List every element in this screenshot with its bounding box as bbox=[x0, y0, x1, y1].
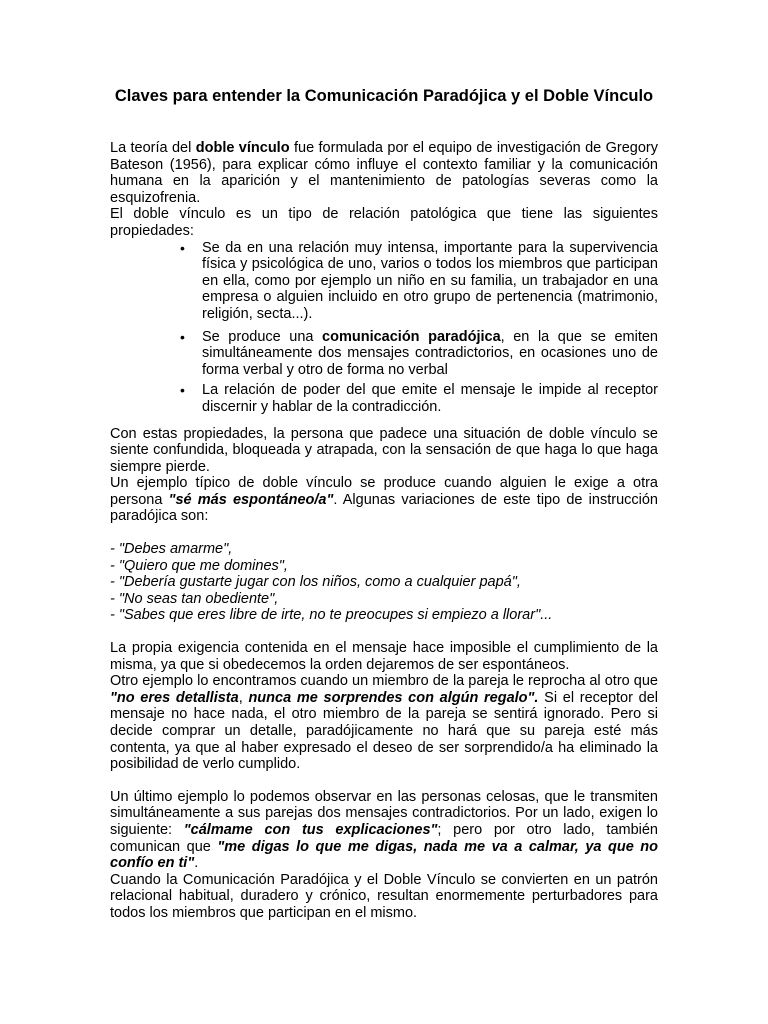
example-item: - "Debería gustarte jugar con los niños, como a cualquier papá", bbox=[110, 574, 521, 591]
text: fue formulada por el equipo de investigación de Gregory Bateson (1956), para explicar cómo influye el contexto familiar y la comunicación humana en la aparición y el mantenimiento de patologías severas como la esquizofrenia. bbox=[110, 140, 658, 206]
list-item-text: , en la que se emiten simultáneamente dos mensajes contradictorios, en ocasiones uno de forma verbal y otro de forma no verbal bbox=[202, 328, 658, 378]
list-item-text: Se produce una bbox=[202, 328, 323, 345]
text: Un ejemplo típico de doble vínculo se produce cuando alguien le exige a otra persona bbox=[110, 475, 658, 508]
examples-list bbox=[110, 541, 658, 624]
list-item-text: Se da en una relación muy intensa, importante para la supervivencia física y psicológica de uno, varios o todos los miembros que participan en ella, como por ejemplo un niño en su familia, un trabajador en una empresa o alguien incluido en otro grupo de pertenencia (matrimonio, religión, secta...). bbox=[202, 239, 658, 322]
paragraph-couple-example bbox=[110, 673, 658, 773]
quote: "me digas lo que me digas, nada me va a calmar, ya que no confío en ti" bbox=[110, 838, 659, 872]
paragraph-jealousy-example bbox=[110, 789, 658, 872]
list-item bbox=[180, 240, 658, 323]
list-item bbox=[180, 329, 658, 379]
example-item: - "Sabes que eres libre de irte, no te preocupes si empiezo a llorar"... bbox=[110, 607, 553, 624]
quote: nunca me sorprendes con algún regalo". bbox=[248, 689, 539, 706]
example-item: - "Quiero que me domines", bbox=[110, 557, 288, 574]
paragraph-definition: El doble vínculo es un tipo de relación patológica que tiene las siguientes propiedades: bbox=[110, 206, 658, 239]
paragraph-consequences: Con estas propiedades, la persona que padece una situación de doble vínculo se siente confundida, bloqueada y atrapada, con la sensación de que haga lo que haga siempre pierde. bbox=[110, 425, 658, 475]
document-body bbox=[110, 140, 658, 922]
text: Otro ejemplo lo encontramos cuando un miembro de la pareja le reprocha al otro que bbox=[110, 673, 658, 690]
document-title: Claves para entender la Comunicación Paradójica y el Doble Vínculo bbox=[114, 87, 654, 105]
text: La teoría del bbox=[110, 140, 196, 156]
bold-term: doble vínculo bbox=[195, 140, 290, 156]
example-item: - "No seas tan obediente", bbox=[110, 590, 279, 607]
example-item: - "Debes amarme", bbox=[110, 541, 233, 558]
bold-term: comunicación paradójica bbox=[322, 328, 501, 345]
paragraph-intro bbox=[110, 140, 658, 206]
list-item-text: La relación de poder del que emite el mensaje le impide al receptor discernir y hablar de la contradicción. bbox=[202, 382, 658, 415]
quote: "cálmame con tus explicaciones" bbox=[183, 821, 438, 838]
text: , bbox=[238, 689, 249, 706]
quote: "sé más espontáneo/a" bbox=[168, 491, 334, 508]
text: Un último ejemplo lo podemos observar en las personas celosas, que le transmiten simultáneamente a sus parejas dos mensajes contradictorios. Por un lado, exigen lo siguiente: bbox=[110, 788, 658, 838]
text: . bbox=[194, 855, 199, 872]
paragraph-explanation: La propia exigencia contenida en el mensaje hace imposible el cumplimiento de la misma, ya que si obedecemos la orden dejaremos de ser espontáneos. bbox=[110, 640, 658, 673]
paragraph-conclusion: Cuando la Comunicación Paradójica y el Doble Vínculo se convierten en un patrón relacional habitual, duradero y crónico, resultan enormemente perturbadores para todos los miembros que participan en el mismo. bbox=[110, 871, 658, 921]
text: . Algunas variaciones de este tipo de instrucción paradójica son: bbox=[110, 491, 658, 525]
list-item bbox=[180, 382, 658, 415]
quote: "no eres detallista bbox=[110, 689, 239, 706]
properties-list bbox=[110, 240, 658, 416]
text: Si el receptor del mensaje no hace nada, el otro miembro de la pareja se sentirá ignorado. Pero si decide comprar un detalle, paradójicamente no hará que su pareja esté más contenta, ya que al haber expresado el deseo de ser sorprendido/a ha eliminado la posibilidad de verlo cumplido. bbox=[110, 689, 658, 773]
text: ; pero por otro lado, también comunican que bbox=[110, 821, 658, 855]
paragraph-example bbox=[110, 475, 658, 525]
